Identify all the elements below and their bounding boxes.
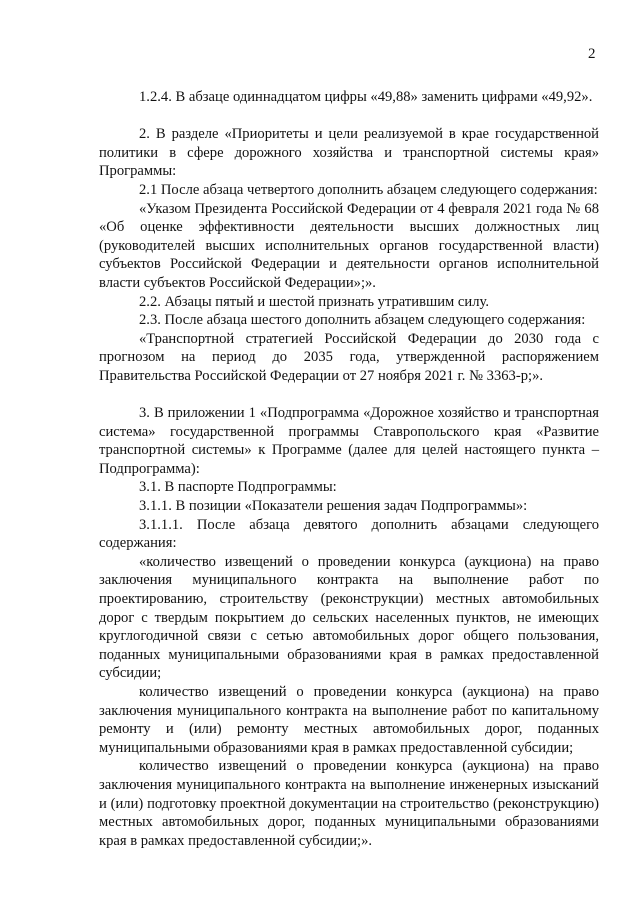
- paragraph-3-1-1: 3.1.1. В позиции «Показатели решения задач Подпрограммы»:: [139, 498, 528, 515]
- paragraph-insert-1: «количество извещений о проведении конкурса (аукциона) на право заключения муниципального контракта на выполнение работ по проектированию, строительству (реконструкции) местных автомобильных дорог с твердым покрытием до сельских населенных пунктов, не имеющих круглогодичной связи с сетью автомобильных дорог общего пользования, поданных муниципальными образованиями края в рамках предоставленной субсидии;: [99, 553, 599, 682]
- paragraph-2-3-insert: «Транспортной стратегией Российской Федерации до 2030 года с прогнозом на период до 2035 года, утвержденной распоряжением Правительства Российской Федерации от 27 ноября 2021 г. № 3363-р;».: [99, 330, 599, 384]
- paragraph-3: 3. В приложении 1 «Подпрограмма «Дорожное хозяйство и транспортная система» государственной программы Ставропольского края «Развитие транспортной системы» к Программе (далее для целей настоящего пункта – Подпрограмма):: [99, 405, 599, 477]
- paragraph-2: 2. В разделе «Приоритеты и цели реализуемой в крае государственной политики в сфере дорожного хозяйства и транспортной системы края» Программы:: [99, 126, 599, 180]
- paragraph-1-2-4: 1.2.4. В абзаце одиннадцатом цифры «49,88» заменить цифрами «49,92».: [139, 89, 593, 105]
- paragraph-gap: [99, 107, 599, 126]
- paragraph-insert-2: количество извещений о проведении конкурса (аукциона) на право заключения муниципального контракта на выполнение работ по капитальному ремонту и (или) ремонту местных автомобильных дорог, поданных муниципальными образованиями края в рамках предоставленной субсидии;: [99, 684, 599, 756]
- paragraph-2-1-insert: «Указом Президента Российской Федерации от 4 февраля 2021 года № 68 «Об оценке эффективности деятельности высших должностных лиц (руководителей высших исполнительных органов государственной власти) субъектов Российской Федерации и деятельности органов исполнительной власти субъектов Российской Федерации»;».: [99, 200, 599, 291]
- paragraph-2-1: 2.1 После абзаца четвертого дополнить абзацем следующего содержания:: [139, 181, 598, 198]
- paragraph-3-1: 3.1. В паспорте Подпрограммы:: [139, 479, 337, 496]
- paragraph-2-2: 2.2. Абзацы пятый и шестой признать утратившим силу.: [139, 293, 489, 310]
- paragraph-3-1-1-1: 3.1.1.1. После абзаца девятого дополнить абзацами следующего содержания:: [99, 516, 599, 552]
- document-body: [99, 88, 599, 850]
- page-number: 2: [588, 46, 596, 62]
- paragraph-2-3: 2.3. После абзаца шестого дополнить абзацем следующего содержания:: [139, 312, 586, 329]
- paragraph-insert-3: количество извещений о проведении конкурса (аукциона) на право заключения муниципального контракта на выполнение инженерных изысканий и (или) подготовку проектной документации на строительство (реконструкцию) местных автомобильных дорог, поданных муниципальными образованиями края в рамках предоставленной субсидии;».: [99, 758, 599, 849]
- paragraph-gap: [99, 386, 599, 405]
